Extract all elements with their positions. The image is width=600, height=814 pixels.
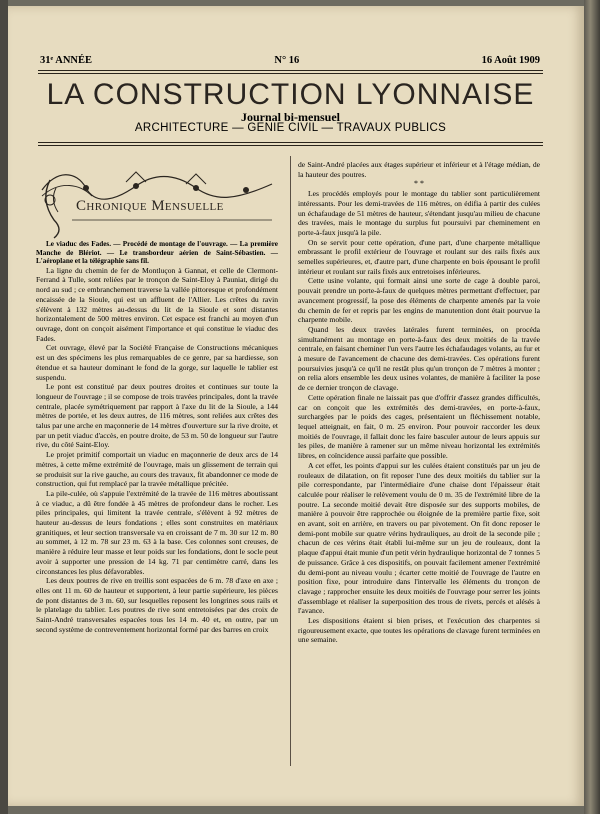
right-paragraph: Les dispositions étaient si bien prises, et l'exécution des charpentes si rigoureusement exacte, que toutes les opérations de clavage furent terminées en une semaine. — [298, 616, 540, 645]
left-paragraph: Cet ouvrage, élevé par la Société Française de Constructions mécaniques est un des spécimens les plus remarquables de ce genre, par sa hardiesse, son étendue et sa hauteur dominant le fond de la gorge, sur laquelle le tablier est suspendu. — [36, 343, 278, 382]
masthead-title: LA CONSTRUCTION LYONNAISE — [46, 78, 535, 111]
right-paragraph: Quand les deux travées latérales furent terminées, on procéda simultanément au montage en porte-à-faux des deux moitiés de la travée centrale, en faisant cheminer l'un vers l'autre les échafaudages volants, au fur et à mesure de l'avancement de chacune des demi-travées. Ces opérations furent poursuivies jusqu'à ce qu'il ne restât plus qu'un tronçon de 7 mètres à monter ; on relia alors ensemble les deux usines volantes, de manière à faciliter la pose de ce dernier tronçon de clavage. — [298, 324, 540, 393]
chronique-ornament — [36, 160, 276, 240]
left-paragraph: Les deux poutres de rive en treillis sont espacées de 6 m. 78 d'axe en axe ; elles ont 11 m. 60 de hauteur et supportent, à leur partie supérieure, les pièces de pont distantes de 3 m. 60, sur lesquelles reposent les longrines sous rails et le platelage du tablier. Les poutres de rive sont entretoisées par des croix de Saint-André transversales espacées tous les 14 m. 40 et, en outre, par un second système de contreventement horizontal formé par des barres en croix — [36, 576, 278, 634]
top-rule-2 — [38, 73, 543, 74]
binding-edge — [584, 0, 600, 814]
left-paragraph: Le projet primitif comportait un viaduc en maçonnerie de deux arcs de 14 mètres, à cette même extrémité de l'ouvrage, mais un glissement de terrain qui se produisit sur la rive gauche, au cours des travaux, fit abandonner ce mode de construction, qui fut remplacé par la travée métallique précitée. — [36, 450, 278, 489]
masthead-rule-2 — [38, 145, 543, 146]
right-paragraph: Cette usine volante, qui formait ainsi une sorte de cage à double paroi, pouvait prendre un porte-à-faux de quelques mètres permettant d'effectuer, par avancement progressif, la pose des éléments de charpente amenés par la voie du chemin de fer et repris par les engins de manutention dont était pourvue la charpente mobile. — [298, 276, 540, 325]
issue-number: N° 16 — [274, 55, 300, 66]
column-divider — [290, 156, 291, 766]
right-paragraph: Les procédés employés pour le montage du tablier sont particulièrement intéressants. Pour les demi-travées de 116 mètres, on édifia à partir des culées un échafaudage de 51 mètres de hauteur, s'étendant jusqu'au milieu de chacune des travées, mais le montage du surplus fut poursuivi par cheminement en porte-à-faux jusqu'à la pile. — [298, 189, 540, 237]
right-paragraph: On se servit pour cette opération, d'une part, d'une charpente métallique embrassant le profil extérieur de l'ouvrage et roulant sur des rails fixés aux semelles supérieures, et, d'autre part, d'une charpente en bois épousant le profil intérieur et roulant sur rails fixés aux entretoises inférieures. — [298, 237, 540, 276]
left-column — [36, 160, 278, 772]
left-paragraph: La ligne du chemin de fer de Montluçon à Gannat, et celle de Clermont-Ferrand à Tulle, sont reliées par le tronçon de Saint-Eloy à Pauniat, dirigé du nord au sud ; ce embranchement traverse la vallée pittoresque et profondément encaissée de la Sioule, qui est un affluent de l'Allier. Les crêtes du ravin s'élèvent à 132 mètres au-dessus du lit de la Sioule et sont distantes horizontalement de 500 mètres environ. Cet espace est franchi au moyen d'un ouvrage, dont on conçoit aisément l'importance et qui constitue le viaduc des Fades. — [36, 265, 278, 343]
right-paragraph: Cette opération finale ne laissait pas que d'offrir d'assez grandes difficultés, car on conçoit que les extrémités des demi-travées, en porte-à-faux, surchargées par le poids des cages, présentaient un fléchissement notable, lequel atteignait, en fait, 0 m. 25 environ. Pour pouvoir raccorder les deux moitiés de l'ouvrage, il fallait donc les faire basculer autour de leurs appuis sur les piles, de manière à ramener sur un même niveau horizontal les extrémités libres, en coïncidence aussi parfaite que possible. — [298, 392, 540, 461]
right-paragraph: A cet effet, les points d'appui sur les culées étaient constitués par un jeu de rouleaux de dilatation, on fit reposer l'une des deux moitiés du tablier sur la pile correspondante, par l'intermédiaire d'une chaise dont l'épaisseur était calculée pour réaliser le relèvement voulu de 0 m. 35 de l'extrémité libre de la poutre. La seconde moitié devait être disposée sur des supports mobiles, de manière à pouvoir être rapprochée ou éloignée de la première partie fixe, soit en avant, soit en arrière, en travers ou par pivotement. On fit donc reposer le demi-pont mobile sur quatre vérins hydrauliques, au droit de la seconde pile ; chacun de ces vérins était établi lui-même sur un jeu de rouleaux, dont la plaque d'appui était munie d'un petit vérin hydraulique horizontal de 7 tonnes 5 de puissance. Grâce à ces dispositifs, on pouvait facilement amener l'extrémité du demi-pont au niveau voulu ; écarter cette moitié de l'ouvrage de l'autre en position fixe, pour introduire dans l'intervalle les éléments du tronçon de clavage ; rapprocher ensuite les deux moitiés de l'ouvrage pour serrer les joints d'assemblage et réaliser la superposition des trous de rivets, percés et alésés à l'avance. — [298, 460, 540, 616]
issue-date: 16 Août 1909 — [481, 55, 540, 66]
right-paragraph: de Saint-André placées aux étages supérieur et inférieur et à l'étage médian, de la hauteur des poutres. — [298, 160, 540, 179]
section-separator: * * — [414, 179, 424, 189]
left-paragraph: La pile-culée, où s'appuie l'extrémité de la travée de 116 mètres aboutissant à ce viaduc, a dû être fondée à 45 mètres de profondeur dans le rocher. Les piles principales, qui limitent la travée centrale, s'élèvent à 92 mètres de hauteur au-dessus de leurs fondations ; elles sont construites en matériaux granitiques, et leur section transversale va en croissant de 7 m. 30 sur 12 m. 80 au sommet, à 12 m. 78 sur 23 m. 63 à la base. Ces colonnes sont creuses, de manière à réduire leur masse et leur poids sur les fondations, dont le socle peut avoir à supporter une pression de 14 kg. 71 par centimètre carré, dans les circonstances les plus défavorables. — [36, 488, 278, 576]
left-paragraph: Le pont est constitué par deux poutres droites et continues sur toute la longueur de l'ouvrage ; il se compose de trois travées principales, dont la travée centrale, placée symétriquement par rapport à l'axe du lit de la Sioule, a 144 mètres de portée, et les deux autres, de 116 mètres, sont reliées aux crêtes des talus par une arche en maçonnerie de 14 mètres d'ouverture sur la rive droite, et par un petit viaduc d'accès, en poutre droite, de 53 m. 50 de longueur sur l'autre rive, du côté Saint-Eloy. — [36, 382, 278, 450]
right-column — [298, 160, 540, 772]
top-rule-1 — [38, 70, 543, 71]
issue-year: 31ᵉ ANNÉE — [40, 55, 93, 66]
issue-line — [40, 55, 540, 66]
scan-left-edge — [0, 0, 8, 814]
masthead-sections: ARCHITECTURE — GENIE CIVIL — TRAVAUX PUBLICS — [134, 122, 447, 134]
masthead-subtitle: Journal bi-mensuel — [240, 110, 340, 124]
chronique-summary: Le viaduc des Fades. — Procédé de montage de l'ouvrage. — La première Manche de Blériot. — Le transbordeur aérien de Saint-Sébastien. — L'aéroplane et la télégraphie sans fil. — [36, 240, 278, 266]
masthead-rule-1 — [38, 142, 543, 143]
chronique-title: Chronique Mensuelle — [76, 198, 224, 214]
